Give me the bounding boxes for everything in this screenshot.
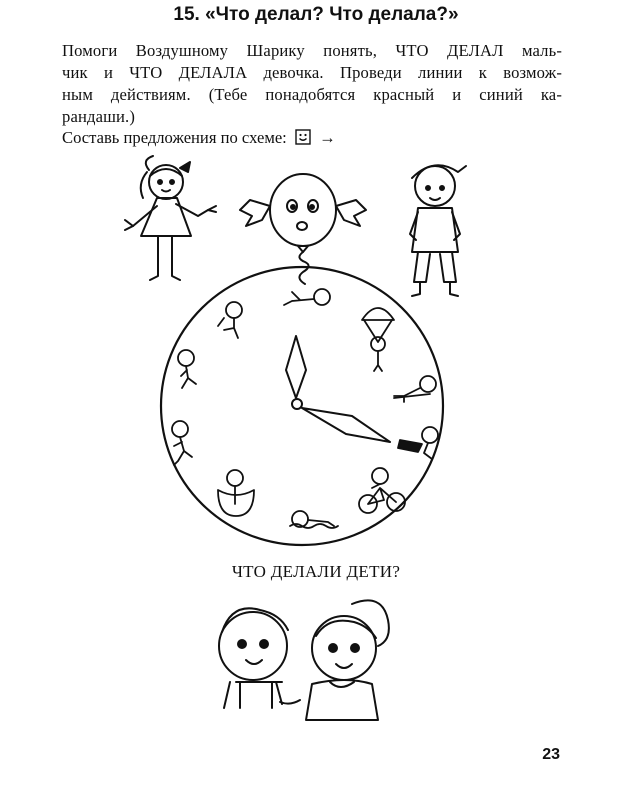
- figure-swimming: [290, 511, 338, 528]
- instruction-line-2: чик и ЧТО ДЕЛАЛА девочка. Проведи линии к возмож-: [62, 63, 562, 82]
- page-number: 23: [542, 746, 560, 763]
- instruction-line-3: ным действиям. (Тебе понадобятся красный и синий ка-: [62, 85, 562, 104]
- girl-figure: [125, 156, 216, 280]
- page-title: 15. «Что делал? Что делала?»: [173, 4, 459, 25]
- boy-and-girl-portrait: [219, 600, 389, 720]
- arrow-icon: →: [319, 128, 336, 147]
- instruction-line-1: Помоги Воздушному Шарику понять, ЧТО ДЕЛАЛ маль-: [62, 41, 562, 60]
- instruction-line-4: рандаши.): [62, 107, 136, 126]
- figure-walking: [178, 350, 196, 388]
- scheme-text: Составь предложения по схеме:: [62, 128, 287, 147]
- figure-parachuting: [362, 308, 394, 371]
- figure-in-chair: [218, 470, 254, 516]
- section-question: ЧТО ДЕЛАЛИ ДЕТИ?: [231, 562, 401, 581]
- figure-running: [172, 421, 192, 465]
- figure-sitting: [218, 302, 242, 338]
- clock: [161, 267, 443, 545]
- figure-sleeping: [394, 376, 436, 402]
- boy-figure: [410, 165, 466, 296]
- figure-lying: [284, 289, 330, 305]
- figure-writing: [398, 427, 438, 459]
